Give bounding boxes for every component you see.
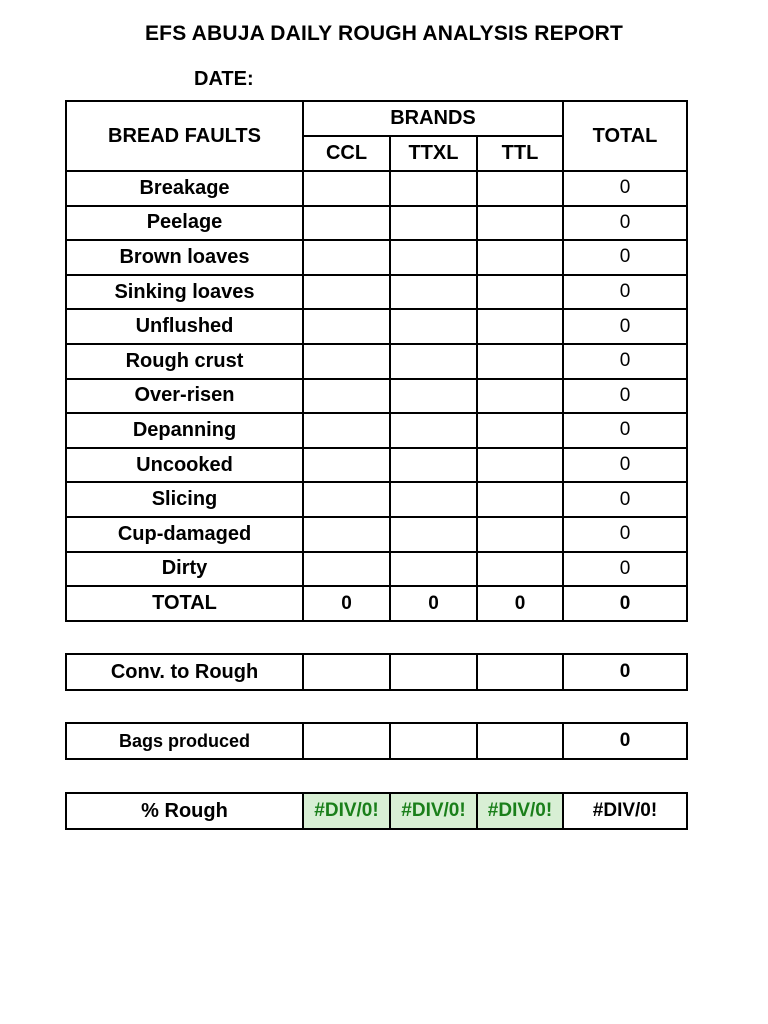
fault-total-cell[interactable]: 0 <box>563 275 687 310</box>
fault-label: Cup-damaged <box>66 517 303 552</box>
percent-rough-table <box>65 792 688 830</box>
conv-ttl-cell[interactable] <box>477 654 563 690</box>
fault-row <box>66 309 687 344</box>
fault-label: Breakage <box>66 171 303 206</box>
fault-ttxl-cell[interactable] <box>390 206 477 241</box>
fault-total-cell[interactable]: 0 <box>563 517 687 552</box>
fault-ccl-cell[interactable] <box>303 171 390 206</box>
fault-label: Depanning <box>66 413 303 448</box>
fault-ttxl-cell[interactable] <box>390 413 477 448</box>
conv-ttxl-cell[interactable] <box>390 654 477 690</box>
conv-total-cell[interactable]: 0 <box>563 654 687 690</box>
total-row <box>66 586 687 621</box>
fault-row <box>66 379 687 414</box>
fault-label: Slicing <box>66 482 303 517</box>
fault-ttl-cell[interactable] <box>477 379 563 414</box>
bags-ttl-cell[interactable] <box>477 723 563 759</box>
fault-ccl-cell[interactable] <box>303 275 390 310</box>
fault-ttl-cell[interactable] <box>477 206 563 241</box>
fault-total-cell[interactable]: 0 <box>563 448 687 483</box>
fault-ccl-cell[interactable] <box>303 206 390 241</box>
fault-row <box>66 171 687 206</box>
conv-to-rough-table <box>65 653 688 691</box>
fault-ccl-cell[interactable] <box>303 240 390 275</box>
fault-ccl-cell[interactable] <box>303 482 390 517</box>
fault-ttxl-cell[interactable] <box>390 517 477 552</box>
fault-row <box>66 240 687 275</box>
percent-rough-label: % Rough <box>66 793 303 829</box>
fault-row <box>66 413 687 448</box>
brand-header-ttxl: TTXL <box>390 136 477 171</box>
fault-row <box>66 482 687 517</box>
fault-ttxl-cell[interactable] <box>390 240 477 275</box>
bags-ccl-cell[interactable] <box>303 723 390 759</box>
bags-total-cell[interactable]: 0 <box>563 723 687 759</box>
grand-total[interactable]: 0 <box>563 586 687 621</box>
fault-ttl-cell[interactable] <box>477 517 563 552</box>
total-header: TOTAL <box>563 101 687 171</box>
conv-to-rough-label: Conv. to Rough <box>66 654 303 690</box>
fault-ttxl-cell[interactable] <box>390 552 477 587</box>
fault-ccl-cell[interactable] <box>303 309 390 344</box>
fault-ccl-cell[interactable] <box>303 344 390 379</box>
brands-header: BRANDS <box>303 101 563 136</box>
fault-ttxl-cell[interactable] <box>390 448 477 483</box>
fault-ttl-cell[interactable] <box>477 171 563 206</box>
fault-table <box>65 100 688 622</box>
fault-total-cell[interactable]: 0 <box>563 309 687 344</box>
fault-total-cell[interactable]: 0 <box>563 552 687 587</box>
date-label: DATE: <box>194 68 254 90</box>
fault-ttl-cell[interactable] <box>477 309 563 344</box>
total-row-label: TOTAL <box>66 586 303 621</box>
fault-total-cell[interactable]: 0 <box>563 344 687 379</box>
fault-ttxl-cell[interactable] <box>390 171 477 206</box>
fault-ccl-cell[interactable] <box>303 552 390 587</box>
bags-produced-table <box>65 722 688 760</box>
total-ccl[interactable]: 0 <box>303 586 390 621</box>
fault-ttl-cell[interactable] <box>477 344 563 379</box>
fault-total-cell[interactable]: 0 <box>563 206 687 241</box>
total-ttl[interactable]: 0 <box>477 586 563 621</box>
fault-label: Peelage <box>66 206 303 241</box>
fault-label: Sinking loaves <box>66 275 303 310</box>
report-title: EFS ABUJA DAILY ROUGH ANALYSIS REPORT <box>144 22 624 45</box>
fault-ttl-cell[interactable] <box>477 275 563 310</box>
fault-row <box>66 344 687 379</box>
bags-produced-label: Bags produced <box>66 723 303 759</box>
fault-label: Dirty <box>66 552 303 587</box>
fault-ccl-cell[interactable] <box>303 379 390 414</box>
fault-ccl-cell[interactable] <box>303 517 390 552</box>
percent-rough-ttl[interactable]: #DIV/0! <box>477 793 563 829</box>
fault-row <box>66 517 687 552</box>
bread-faults-header: BREAD FAULTS <box>66 101 303 171</box>
fault-row <box>66 206 687 241</box>
fault-ttl-cell[interactable] <box>477 240 563 275</box>
fault-ttxl-cell[interactable] <box>390 344 477 379</box>
bags-ttxl-cell[interactable] <box>390 723 477 759</box>
fault-ttxl-cell[interactable] <box>390 309 477 344</box>
fault-ccl-cell[interactable] <box>303 413 390 448</box>
fault-ttl-cell[interactable] <box>477 448 563 483</box>
fault-total-cell[interactable]: 0 <box>563 413 687 448</box>
total-ttxl[interactable]: 0 <box>390 586 477 621</box>
percent-rough-ccl[interactable]: #DIV/0! <box>303 793 390 829</box>
conv-ccl-cell[interactable] <box>303 654 390 690</box>
percent-rough-total[interactable]: #DIV/0! <box>563 793 687 829</box>
fault-label: Unflushed <box>66 309 303 344</box>
fault-ttxl-cell[interactable] <box>390 482 477 517</box>
fault-total-cell[interactable]: 0 <box>563 379 687 414</box>
fault-row <box>66 448 687 483</box>
fault-label: Brown loaves <box>66 240 303 275</box>
fault-ttl-cell[interactable] <box>477 482 563 517</box>
fault-ccl-cell[interactable] <box>303 448 390 483</box>
fault-label: Rough crust <box>66 344 303 379</box>
fault-ttxl-cell[interactable] <box>390 379 477 414</box>
fault-label: Uncooked <box>66 448 303 483</box>
brand-header-ttl: TTL <box>477 136 563 171</box>
brand-header-ccl: CCL <box>303 136 390 171</box>
fault-total-cell[interactable]: 0 <box>563 240 687 275</box>
fault-row <box>66 552 687 587</box>
fault-ttxl-cell[interactable] <box>390 275 477 310</box>
fault-ttl-cell[interactable] <box>477 552 563 587</box>
fault-label: Over-risen <box>66 379 303 414</box>
fault-ttl-cell[interactable] <box>477 413 563 448</box>
fault-total-cell[interactable]: 0 <box>563 482 687 517</box>
percent-rough-ttxl[interactable]: #DIV/0! <box>390 793 477 829</box>
fault-row <box>66 275 687 310</box>
fault-total-cell[interactable]: 0 <box>563 171 687 206</box>
